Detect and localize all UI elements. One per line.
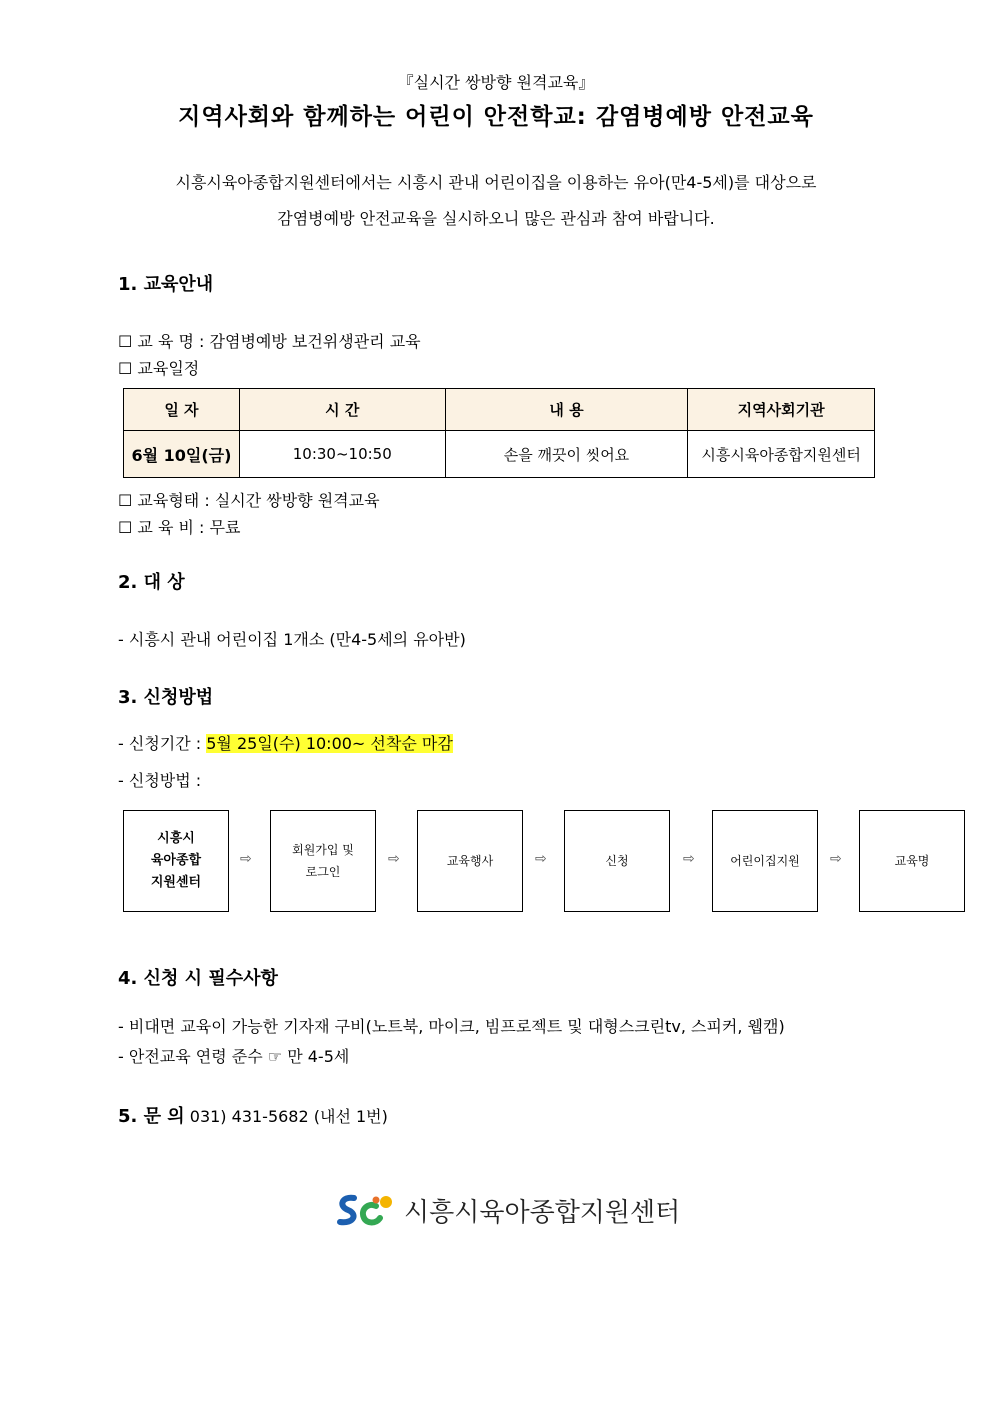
- flow-arrow-icon: ⇨: [683, 851, 695, 867]
- section-5-heading: 5. 문 의: [118, 1106, 185, 1127]
- section-1-heading: 1. 교육안내: [118, 274, 214, 295]
- course-name-item: ☐ 교 육 명 : 감염병예방 보건위생관리 교육: [118, 332, 421, 351]
- flow-step-events: 교육행사: [417, 810, 523, 912]
- period-item: [118, 731, 453, 754]
- section-2-heading: 2. 대 상: [118, 572, 185, 593]
- method-label: - 신청방법 :: [118, 771, 202, 790]
- flow-step-login: 회원가입 및 로그인: [270, 810, 376, 912]
- period-label: - 신청기간 :: [118, 734, 207, 753]
- flow-step-apply: 신청: [564, 810, 670, 912]
- schedule-label: ☐ 교육일정: [118, 359, 200, 378]
- document-title: 지역사회와 함께하는 어린이 안전학교: 감염병예방 안전교육: [178, 104, 814, 130]
- intro-line-1: 시흥시육아종합지원센터에서는 시흥시 관내 어린이집을 이용하는 유아(만4-5세)를 대상으로: [175, 173, 817, 192]
- schedule-table: [123, 388, 875, 478]
- intro-line-2: 감염병예방 안전교육을 실시하오니 많은 관심과 참여 바랍니다.: [277, 209, 715, 228]
- cell-time: 10:30~10:50: [239, 431, 445, 478]
- flow-arrow-icon: ⇨: [240, 851, 252, 867]
- cell-content: 손을 깨끗이 씻어요: [445, 431, 688, 478]
- cell-institution: 시흥시육아종합지원센터: [688, 431, 875, 478]
- flow-arrow-icon: ⇨: [388, 851, 400, 867]
- document-subtitle: 『실시간 쌍방향 원격교육』: [397, 73, 595, 92]
- contact-phone: 031) 431-5682 (내선 1번): [189, 1107, 388, 1126]
- flow-step-daycare-support: 어린이집지원: [712, 810, 818, 912]
- flow-step-course-name: 교육명: [859, 810, 965, 912]
- header-content: 내 용: [445, 389, 688, 431]
- fee-item: ☐ 교 육 비 : 무료: [118, 518, 241, 537]
- requirement-age: - 안전교육 연령 준수 ☞ 만 4-5세: [118, 1047, 350, 1066]
- section-3-heading: 3. 신청방법: [118, 687, 214, 708]
- flow-arrow-icon: ⇨: [830, 851, 842, 867]
- header-institution: 지역사회기관: [688, 389, 875, 431]
- cell-date: 6월 10일(금): [124, 431, 240, 478]
- table-row: [124, 431, 875, 478]
- section-5: [118, 1102, 388, 1128]
- flow-step-center: 시흥시 육아종합 지원센터: [123, 810, 229, 912]
- period-value: 5월 25일(수) 10:00~ 선착순 마감: [206, 734, 453, 753]
- table-header-row: [124, 389, 875, 431]
- format-item: ☐ 교육형태 : 실시간 쌍방향 원격교육: [118, 491, 380, 510]
- header-date: 일 자: [124, 389, 240, 431]
- header-time: 시 간: [239, 389, 445, 431]
- target-item: - 시흥시 관내 어린이집 1개소 (만4-5세의 유아반): [118, 630, 466, 649]
- footer-org-name: 시흥시육아종합지원센터: [404, 1197, 681, 1228]
- footer-logo: [336, 1189, 680, 1231]
- flow-arrow-icon: ⇨: [535, 851, 547, 867]
- section-4-heading: 4. 신청 시 필수사항: [118, 968, 278, 989]
- center-logo-icon: [336, 1190, 398, 1230]
- requirement-equipment: - 비대면 교육이 가능한 기자재 구비(노트북, 마이크, 빔프로젝트 및 대형스크린tv, 스피커, 웹캠): [118, 1017, 785, 1036]
